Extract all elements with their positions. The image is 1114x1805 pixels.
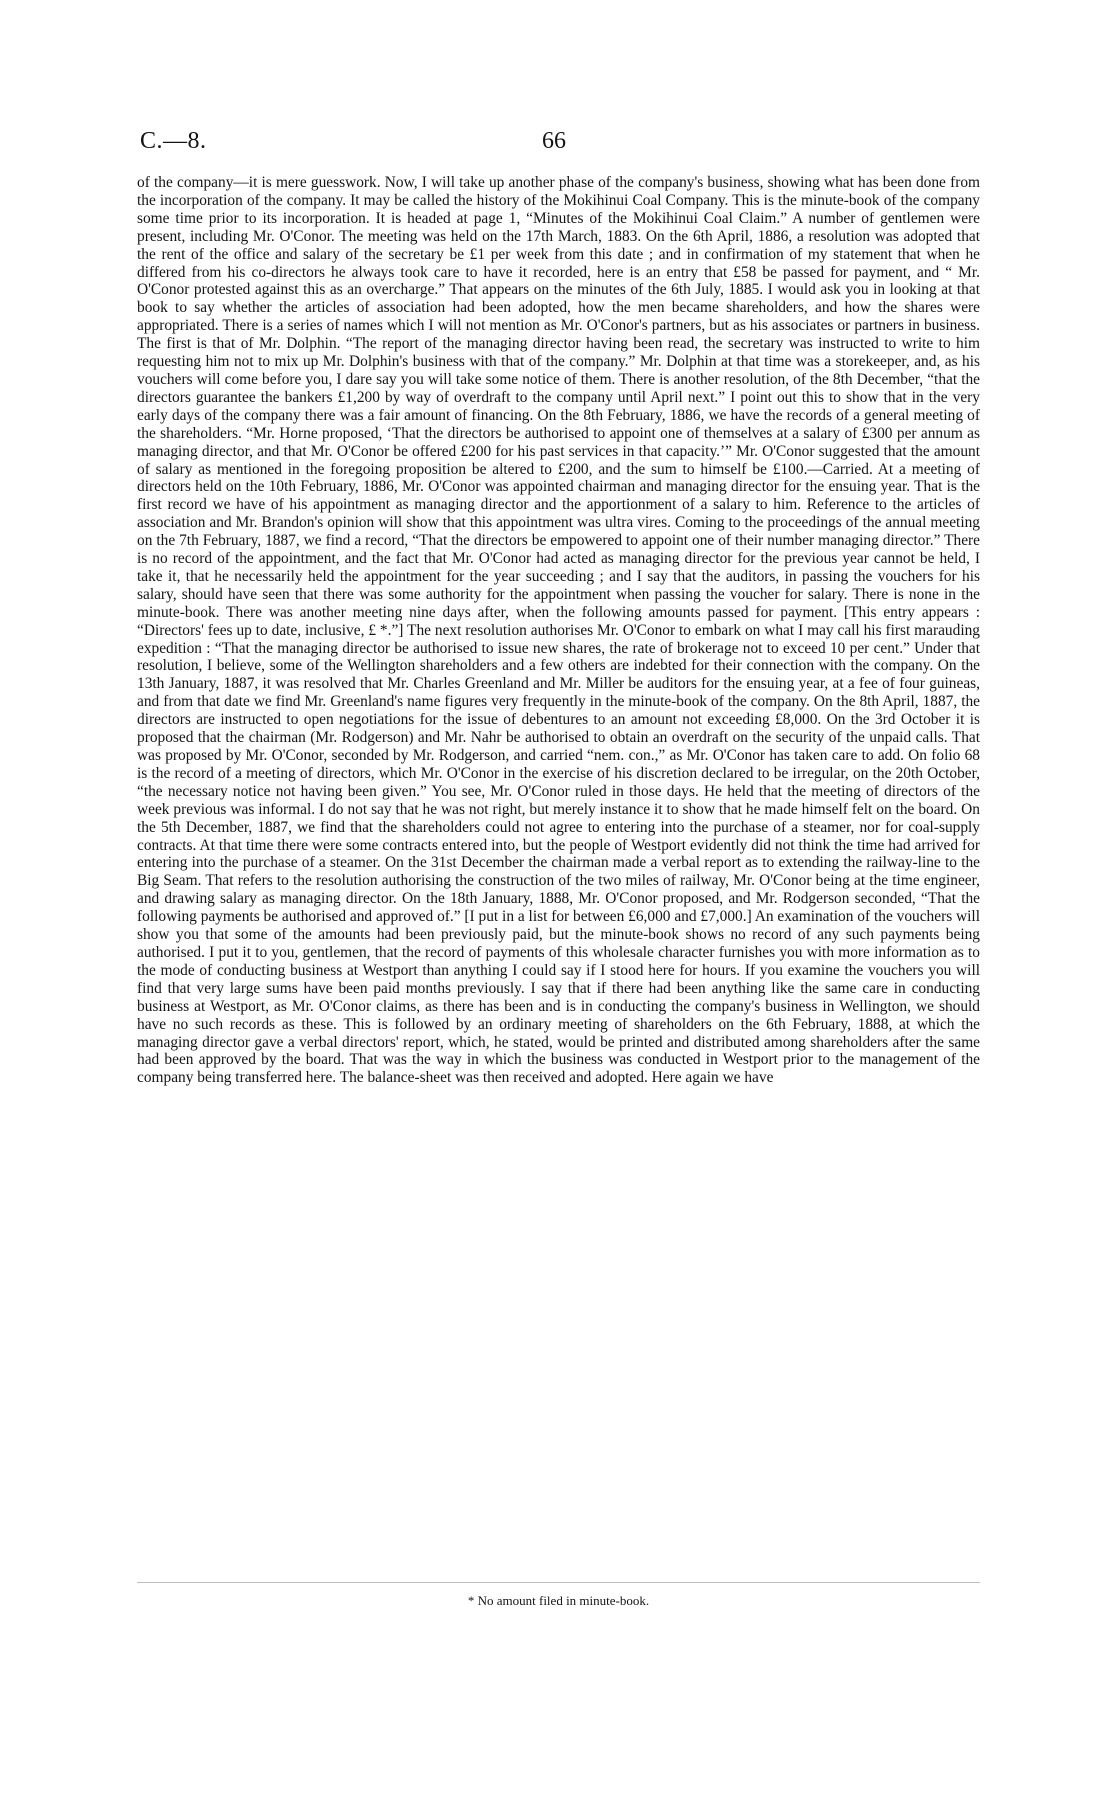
page-number: 66: [542, 128, 566, 154]
page-header: [140, 128, 980, 168]
body-paragraph: of the company—it is mere guesswork. Now, I will take up another phase of the company's business, showing what has been done from the incorporation of the company. It may be called the history of the Mokihinui Coal Company. This is the minute-book of the company some time prior to its incorporation. It is headed at page 1, “Minutes of the Mokihinui Coal Claim.” A number of gentlemen were present, including Mr. O'Conor. The meeting was held on the 17th March, 1883. On the 6th April, 1886, a resolution was adopted that the rent of the office and salary of the secretary be £1 per week from this date ; and in confirmation of my statement that when he differed from his co-directors he always took care to have it recorded, here is an entry that £58 be passed for payment, and “ Mr. O'Conor protested against this as an overcharge.” That appears on the minutes of the 6th July, 1885. I would ask you in looking at that book to say whether the articles of association had been adopted, how the men became shareholders, and how the shares were appropriated. There is a series of names which I will not mention as Mr. O'Conor's partners, but as his associates or partners in business. The first is that of Mr. Dolphin. “The report of the managing director having been read, the secretary was instructed to write to him requesting him not to mix up Mr. Dolphin's business with that of the company.” Mr. Dolphin at that time was a storekeeper, and, as his vouchers will come before you, I dare say you will take some notice of them. There is another resolution, of the 8th December, “that the directors guarantee the bankers £1,200 by way of overdraft to the company until April next.” I point out this to show that in the very early days of the company there was a fair amount of financing. On the 8th February, 1886, we have the records of a general meeting of the shareholders. “Mr. Horne proposed, ‘That the directors be authorised to appoint one of themselves at a salary of £300 per annum as managing director, and that Mr. O'Conor be offered £200 for his past services in that capacity.’” Mr. O'Conor suggested that the amount of salary as mentioned in the foregoing proposition be altered to £200, and the sum to himself be £100.—Carried. At a meeting of directors held on the 10th February, 1886, Mr. O'Conor was appointed chairman and managing director for the ensuing year. That is the first record we have of his appointment as managing director and the apportionment of a salary to him. Reference to the articles of association and Mr. Brandon's opinion will show that this appointment was ultra vires. Coming to the proceedings of the annual meeting on the 7th February, 1887, we find a record, “That the directors be empowered to appoint one of their number managing director.” There is no record of the appointment, and the fact that Mr. O'Conor had acted as managing director for the previous year cannot be held, I take it, that he necessarily held the appointment for the year succeeding ; and I say that the auditors, in passing the vouchers for his salary, should have seen that there was some authority for the appointment when passing the voucher for salary. There is none in the minute-book. There was another meeting nine days after, when the following amounts passed for payment. [This entry appears : “Directors' fees up to date, inclusive, £ *.”] The next resolution authorises Mr. O'Conor to embark on what I may call his first marauding expedition : “That the managing director be authorised to issue new shares, the rate of brokerage not to exceed 10 per cent.” Under that resolution, I believe, some of the Wellington shareholders and a few others are indebted for their connection with the company. On the 13th January, 1887, it was resolved that Mr. Charles Greenland and Mr. Miller be auditors for the ensuing year, at a fee of four guineas, and from that date we find Mr. Greenland's name figures very frequently in the minute-book of the company. On the 8th April, 1887, the directors are instructed to open negotiations for the issue of debentures to an amount not exceeding £8,000. On the 3rd October it is proposed that the chairman (Mr. Rodgerson) and Mr. Nahr be authorised to obtain an overdraft on the security of the unpaid calls. That was proposed by Mr. O'Conor, seconded by Mr. Rodgerson, and carried “nem. con.,” as Mr. O'Conor has taken care to add. On folio 68 is the record of a meeting of directors, which Mr. O'Conor in the exercise of his discretion declared to be irregular, on the 20th October, “the necessary notice not having been given.” You see, Mr. O'Conor ruled in those days. He held that the meeting of directors of the week previous was informal. I do not say that he was not right, but merely instance it to show that he made himself felt on the board. On the 5th December, 1887, we find that the shareholders could not agree to entering into the purchase of a steamer, nor for coal-supply contracts. At that time there were some contracts entered into, but the people of Westport evidently did not think the time had arrived for entering into the purchase of a steamer. On the 31st December the chairman made a verbal report as to extending the railway-line to the Big Seam. That refers to the resolution authorising the construction of the two miles of railway, Mr. O'Conor being at the time engineer, and drawing salary as managing director. On the 18th January, 1888, Mr. O'Conor proposed, and Mr. Rodgerson seconded, “That the following payments be authorised and approved of.” [I put in a list for between £6,000 and £7,000.] An examination of the vouchers will show you that some of the amounts had been previously paid, but the minute-book shows no record of any such payments being authorised. I put it to you, gentlemen, that the record of payments of this wholesale character furnishes you with more information as to the mode of conducting business at Westport than anything I could say if I stood here for hours. If you examine the vouchers you will find that very large sums have been paid months previously. I say that if there had been anything like the same care in conducting business at Westport, as Mr. O'Conor claims, as there has been and is in conducting the company's business in Wellington, we should have no such records as these. This is followed by an ordinary meeting of shareholders on the 6th February, 1888, at which the managing director gave a verbal directors' report, which, he stated, would be printed and distributed among shareholders after the same had been approved by the board. That was the way in which the business was conducted in Westport prior to the management of the company being transferred here. The balance-sheet was then received and adopted. Here again we have: [137, 174, 980, 1087]
footnote-divider: [137, 1582, 980, 1583]
document-reference: C.—8.: [140, 128, 207, 154]
body-text: [137, 174, 980, 1087]
footnote: * No amount filed in minute-book.: [467, 1593, 650, 1608]
